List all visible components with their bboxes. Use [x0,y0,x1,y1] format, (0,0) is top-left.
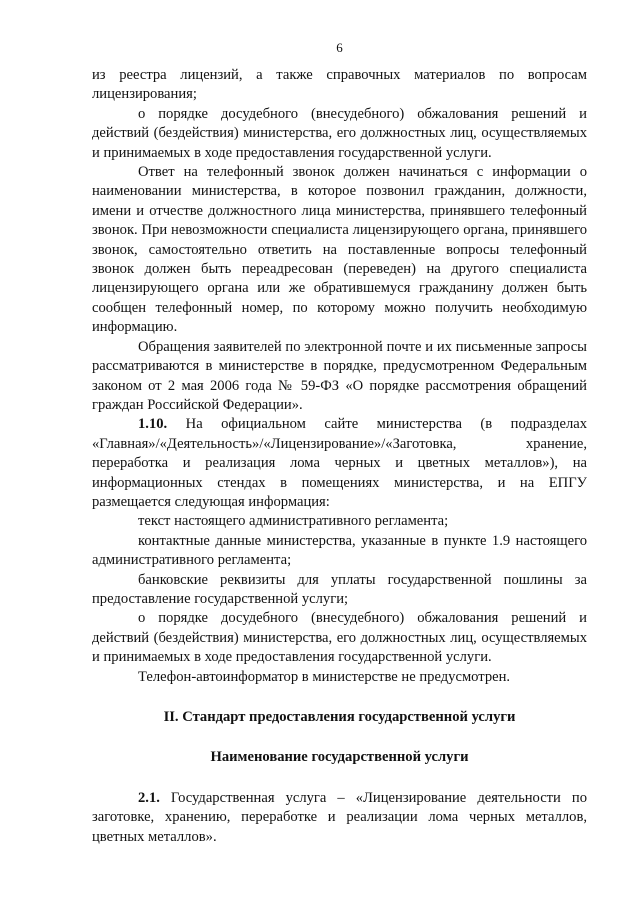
paragraph: банковские реквизиты для уплаты государственной пошлины за предоставление государственной услуги; [92,571,587,607]
paragraph: о порядке досудебного (внесудебного) обжалования решений и действий (бездействия) министерства, его должностных лиц, осуществляемых и принимаемых в ходе предоставления государственной услуги. [92,610,587,666]
paragraph: из реестра лицензий, а также справочных материалов по вопросам лицензирования; [92,67,587,103]
section-heading: II. Стандарт предоставления государственной услуги [163,709,516,725]
paragraph: Телефон-автоинформатор в министерстве не предусмотрен. [138,668,511,685]
clause-number: 2.1. [138,789,160,806]
page-number: 6 [336,40,343,55]
clause-text: Государственная услуга – «Лицензирование деятельности по заготовке, хранению, переработке и реализации лома черных металлов, цветных металлов». [92,789,587,845]
subsection-heading: Наименование государственной услуги [210,749,469,766]
paragraph: Ответ на телефонный звонок должен начинаться с информации о наименовании министерства, в которое позвонил гражданин, должности, имени и отчестве должностного лица министерства, принявшего телефонный звонок. При невозможности специалиста лицензирующего органа, принявшего звонок, самостоятельно ответить на поставленные вопросы телефонный звонок должен быть переадресован (переведен) на другого специалиста лицензирующего органа или же обратившемуся гражданину должен быть сообщен телефонный номер, по которому можно получить необходимую информацию. [92,164,587,336]
clause-number: 1.10. [138,416,168,433]
paragraph: контактные данные министерства, указанные в пункте 1.9 настоящего административного регламента; [92,532,587,569]
paragraph: о порядке досудебного (внесудебного) обжалования решений и действий (бездействия) министерства, его должностных лиц, осуществляемых и принимаемых в ходе предоставления государственной услуги. [92,105,587,161]
paragraph: текст настоящего административного регламента; [138,513,449,530]
paragraph-2-1 [92,789,587,847]
paragraph-1-10 [92,415,587,512]
clause-text: На официальном сайте министерства (в подразделах «Главная»/«Деятельность»/«Лицензирование»/«Заготовка, хранение, переработка и реализация лома черных и цветных металлов»), на информационных стендах в помещениях министерства, и на ЕПГУ размещается следующая информация: [92,416,587,510]
paragraph: Обращения заявителей по электронной почте и их письменные запросы рассматриваются в министерстве в порядке, предусмотренном Федеральным законом от 2 мая 2006 года № 59-ФЗ «О порядке рассмотрения обращений граждан Российской Федерации». [92,338,587,413]
document-body [92,66,587,847]
